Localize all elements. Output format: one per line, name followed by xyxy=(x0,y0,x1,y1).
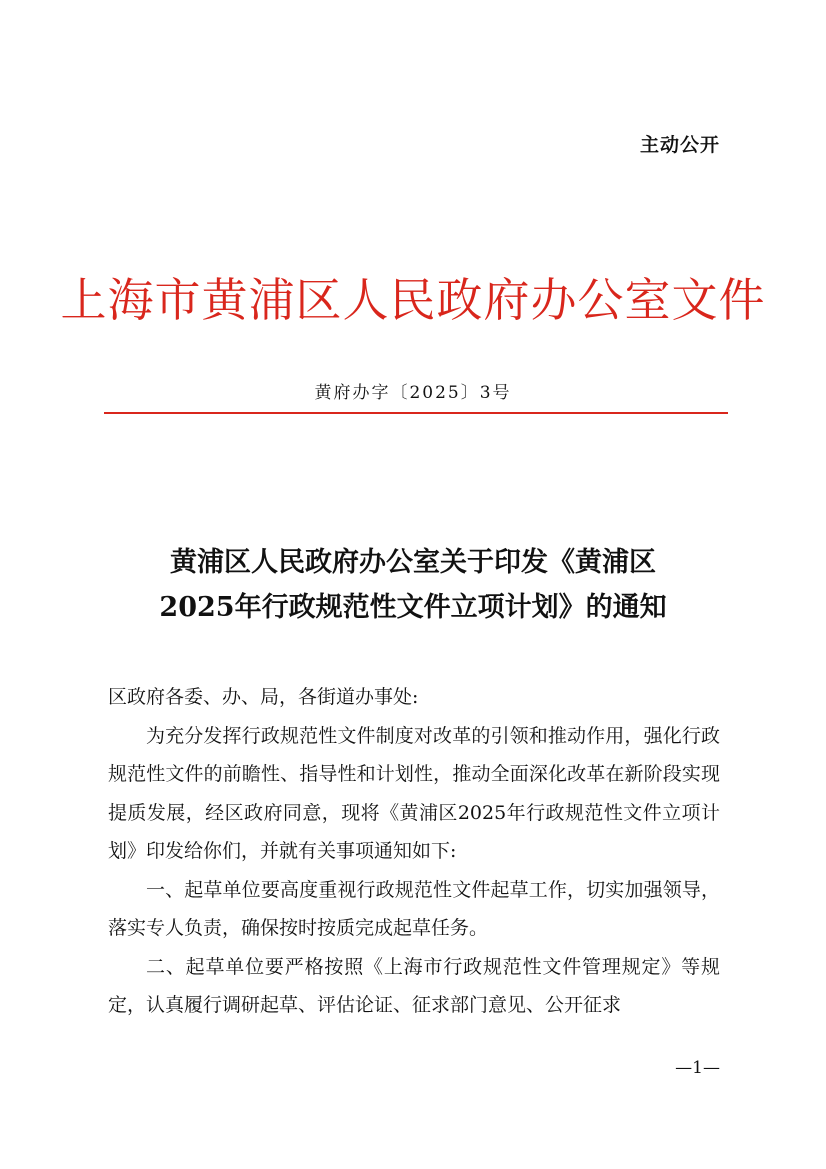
disclosure-label: 主动公开 xyxy=(639,134,720,156)
salutation: 区政府各委、办、局，各街道办事处: xyxy=(108,686,419,708)
notice-body xyxy=(108,678,720,1025)
issuing-authority-title: 上海市黄浦区人民政府办公室文件 xyxy=(60,273,766,327)
red-separator-line xyxy=(104,412,728,414)
page-number: —1— xyxy=(675,1058,720,1078)
document-number: 黄府办字〔2025〕3号 xyxy=(314,383,512,403)
notice-title-line-2: 2025年行政规范性文件立项计划》的通知 xyxy=(159,592,667,623)
body-paragraph-3: 二、起草单位要严格按照《上海市行政规范性文件管理规定》等规定，认真履行调研起草、评估论证、征求部门意见、公开征求 xyxy=(108,955,720,1016)
body-paragraph-1: 为充分发挥行政规范性文件制度对改革的引领和推动作用，强化行政规范性文件的前瞻性、指导性和计划性，推动全面深化改革在新阶段实现提质发展，经区政府同意，现将《黄浦区2025年行政规范性文件立项计划》印发给你们，并就有关事项通知如下: xyxy=(108,724,720,862)
notice-title-line-1: 黄浦区人民政府办公室关于印发《黄浦区 xyxy=(170,547,656,578)
notice-title xyxy=(0,540,826,630)
body-paragraph-2: 一、起草单位要高度重视行政规范性文件起草工作，切实加强领导，落实专人负责，确保按时按质完成起草任务。 xyxy=(108,878,720,939)
